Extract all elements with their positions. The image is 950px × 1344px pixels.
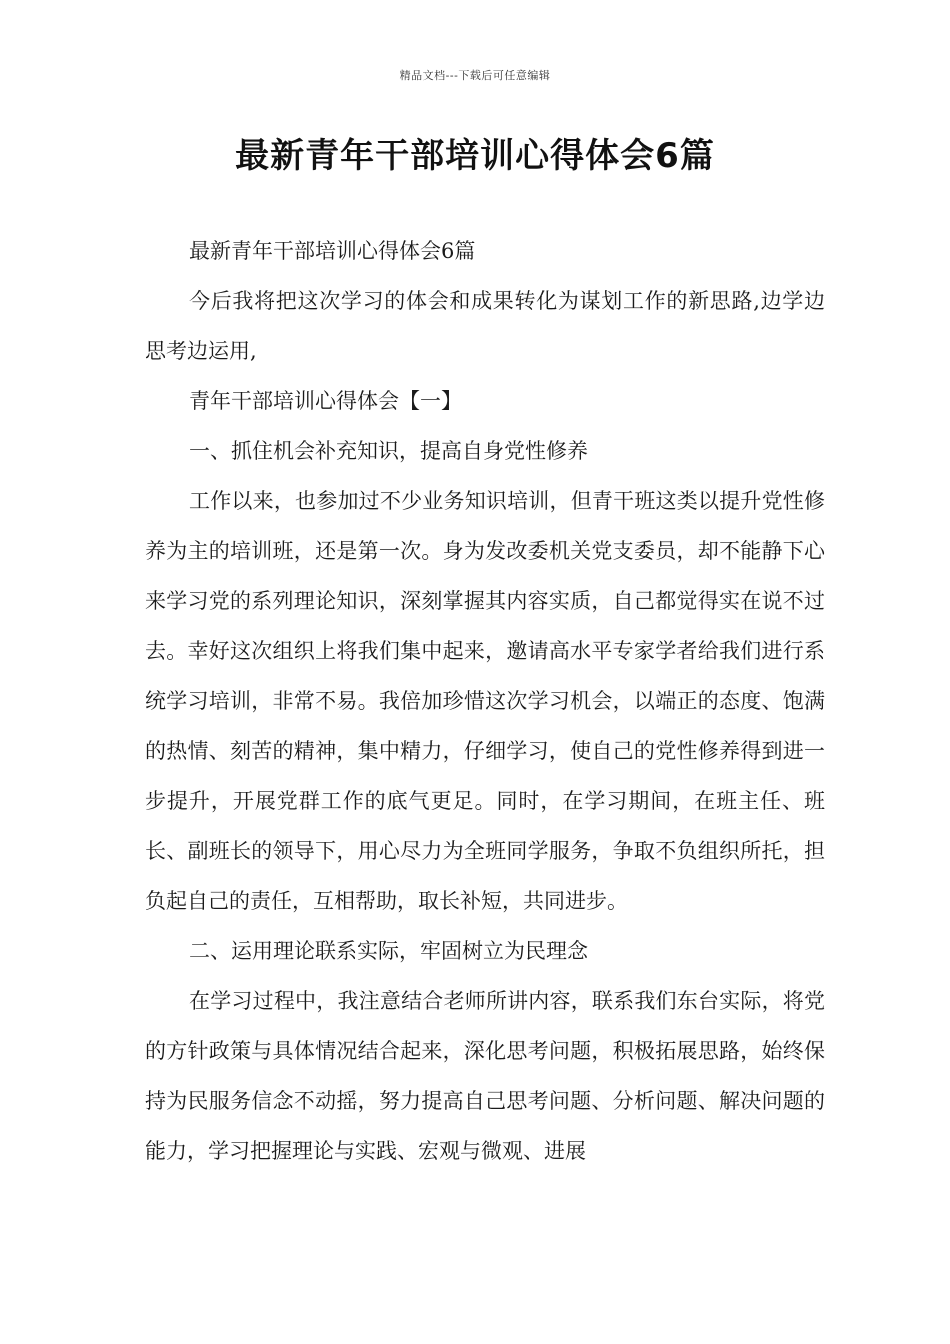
paragraph-body-1: 工作以来，也参加过不少业务知识培训，但青干班这类以提升党性修养为主的培训班，还是第一次。身为发改委机关党支委员，却不能静下心来学习党的系列理论知识，深刻掌握其内容实质，自己都觉得实在说不过去。幸好这次组织上将我们集中起来，邀请高水平专家学者给我们进行系统学习培训，非常不易。我倍加珍惜这次学习机会，以端正的态度、饱满的热情、刻苦的精神，集中精力，仔细学习，使自己的党性修养得到进一步提升，开展党群工作的底气更足。同时，在学习期间，在班主任、班长、副班长的领导下，用心尽力为全班同学服务，争取不负组织所托，担负起自己的责任，互相帮助，取长补短，共同进步。 [145, 489, 825, 913]
paragraph-intro: 今后我将把这次学习的体会和成果转化为谋划工作的新思路,边学边思考边运用, [145, 289, 825, 363]
subsection-heading-1: 一、抓住机会补充知识，提高自身党性修养 [189, 439, 588, 463]
paragraph-body-2: 在学习过程中，我注意结合老师所讲内容，联系我们东台实际，将党的方针政策与具体情况结合起来，深化思考问题，积极拓展思路，始终保持为民服务信念不动摇，努力提高自己思考问题、分析问题、解决问题的能力，学习把握理论与实践、宏观与微观、进展 [145, 989, 825, 1163]
header-note: 精品文档---下载后可任意编辑 [399, 69, 551, 82]
section-heading-one: 青年干部培训心得体会【一】 [189, 389, 462, 413]
subsection-heading-2: 二、运用理论联系实际，牢固树立为民理念 [189, 939, 588, 963]
paragraph-subtitle: 最新青年干部培训心得体会6篇 [189, 239, 476, 263]
page-title: 最新青年干部培训心得体会6篇 [235, 136, 715, 176]
document-body [145, 226, 825, 1176]
